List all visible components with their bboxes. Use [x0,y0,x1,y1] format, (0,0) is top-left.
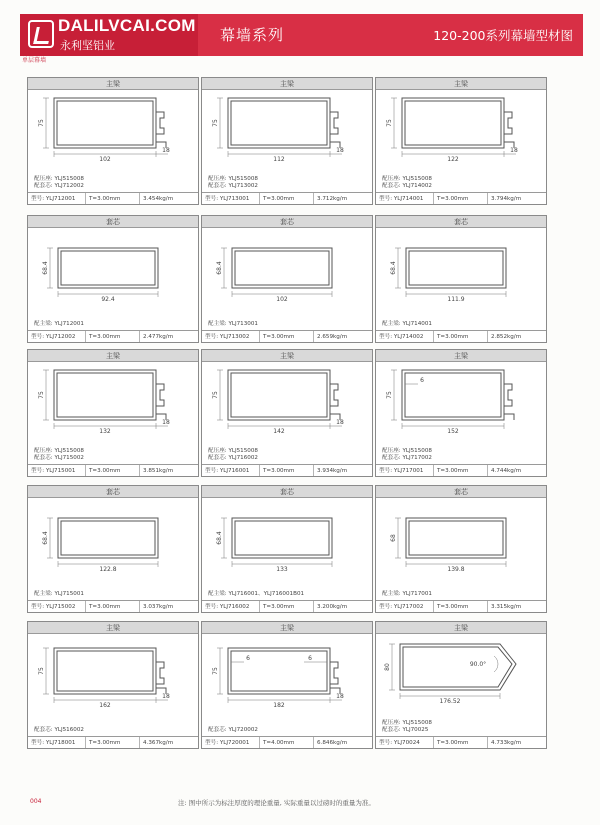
profile-inner [61,521,155,555]
unit-weight: 3.934kg/m [317,468,348,474]
fitting-notes [382,448,432,462]
profile-outline [58,518,158,558]
profile-drawing [376,90,548,170]
height-label: 68 [390,534,397,542]
profile-drawing [376,498,548,578]
height-label: 75 [386,119,393,127]
card-title: 套芯 [376,216,546,228]
wall-thickness: T=3.00mm [260,331,314,342]
fitting-note: 配压座: YLJ515008 [382,176,432,182]
profile-inner [405,101,501,145]
card-title: 主梁 [376,622,546,634]
brand-domain: DALILVCAI.COM [58,16,196,35]
wall-thickness: T=3.00mm [434,737,488,748]
wall-thickness: T=3.00mm [86,737,140,748]
card-title: 套芯 [28,486,198,498]
profile-drawing [28,362,200,442]
fitting-note: 配压座: YLJ515008 [382,720,432,726]
width-label: 102 [99,156,111,163]
card-title: 主梁 [202,350,372,362]
profile-outline [54,370,156,420]
unit-weight: 3.037kg/m [143,604,174,610]
spec-row [202,736,372,748]
card-title: 主梁 [202,622,372,634]
unit-weight: 4.367kg/m [143,740,174,746]
extension-label: 18 [336,419,344,426]
height-label: 75 [38,119,45,127]
profile-card [27,215,199,343]
profile-card [375,215,547,343]
profile-fin [330,112,338,134]
model-number: 型号: YLJ713002 [202,331,260,342]
card-title: 主梁 [376,78,546,90]
spec-row [376,330,546,342]
width-label: 102 [276,296,288,303]
profile-outline [406,248,506,288]
spec-row [202,192,372,204]
spec-row [28,464,198,476]
profile-outline [228,370,330,420]
profile-drawing [28,228,200,308]
fitting-notes [208,176,258,190]
card-title: 主梁 [376,350,546,362]
fitting-notes [34,448,84,462]
model-number: 型号: YLJ717001 [376,465,434,476]
fitting-note: 配套芯: YLJ716002 [208,455,258,461]
fitting-notes [34,727,84,734]
profile-card [375,77,547,205]
height-label: 75 [38,391,45,399]
profile-fin [156,384,164,406]
unit-weight: 3.315kg/m [491,604,522,610]
wall-thickness: T=3.00mm [86,601,140,612]
extension-label: 18 [336,147,344,154]
height-label: 68.4 [390,261,397,275]
profile-outline [54,648,156,694]
profile-card [27,349,199,477]
fitting-note: 配套芯: YLJ713002 [208,183,258,189]
profile-inner [61,251,155,285]
unit-weight: 3.200kg/m [317,604,348,610]
model-number: 型号: YLJ720001 [202,737,260,748]
width-label: 139.8 [447,566,465,573]
wall-thickness: T=3.00mm [434,331,488,342]
profile-inner [231,373,327,417]
fitting-notes [382,720,432,734]
profile-fin [330,662,338,684]
height-label: 68.4 [216,261,223,275]
width-label: 111.9 [447,296,465,303]
height-label: 75 [212,391,219,399]
fitting-notes [208,727,258,734]
profile-card [201,349,373,477]
weight-note: 注: 图中所示为标注厚度的理论重量, 实际重量以过磅时的重量为准。 [178,799,375,807]
height-label: 75 [38,667,45,675]
profile-drawing [202,228,374,308]
card-title: 套芯 [28,216,198,228]
width-label: 92.4 [101,296,115,303]
profile-drawing [202,90,374,170]
profile-drawing [376,228,548,308]
width-label: 122 [447,156,459,163]
extension-label: 18 [510,147,518,154]
profile-inner [235,251,329,285]
fitting-notes [208,448,258,462]
wall-thickness: T=3.00mm [86,465,140,476]
spec-row [202,464,372,476]
card-title: 主梁 [28,78,198,90]
unit-weight: 2.852kg/m [491,334,522,340]
spec-row [376,736,546,748]
profile-card [27,621,199,749]
width-label: 182 [273,702,285,709]
extension-label: 18 [162,147,170,154]
fitting-note: 配压座: YLJ515008 [34,448,84,454]
unit-weight: 3.454kg/m [143,196,174,202]
fitting-notes [382,176,432,190]
profile-outline [232,248,332,288]
height-label: 75 [386,391,393,399]
height-label: 75 [212,667,219,675]
model-number: 型号: YLJ715001 [28,465,86,476]
profile-outline [402,98,504,148]
profile-inner [235,521,329,555]
wall-thickness: T=3.00mm [434,465,488,476]
card-title: 套芯 [202,486,372,498]
spec-row [28,330,198,342]
fitting-note: 配压座: YLJ515008 [208,448,258,454]
height-label: 68.4 [42,261,49,275]
fitting-note: 配套芯: YLJ720002 [208,727,258,733]
profile-drawing [202,634,374,714]
profile-fin [504,384,512,406]
fitting-note: 配主梁: YLJ712001 [34,321,84,327]
profile-outline [228,648,330,694]
spec-row [376,600,546,612]
profile-inner [57,373,153,417]
card-title: 主梁 [28,622,198,634]
page-header [20,14,583,56]
wall-thickness: T=3.00mm [260,193,314,204]
unit-weight: 3.851kg/m [143,468,174,474]
fitting-notes [382,321,432,328]
wall-thickness: T=3.00mm [86,193,140,204]
width-label: 133 [276,566,288,573]
wall-thickness: T=4.00mm [260,737,314,748]
height-label: 68.4 [42,531,49,545]
fitting-note: 配主梁: YLJ715001 [34,591,84,597]
profile-drawing [28,634,200,714]
profile-inner [409,251,503,285]
extension-label: 18 [336,693,344,700]
profile-card [201,215,373,343]
profile-card [375,485,547,613]
profile-card [201,77,373,205]
model-number: 型号: YLJ717002 [376,601,434,612]
series-title: 幕墙系列 [220,26,285,44]
model-number: 型号: YLJ70024 [376,737,434,748]
unit-weight: 3.794kg/m [491,196,522,202]
extension-label: 18 [162,419,170,426]
profile-card [27,485,199,613]
fitting-notes [208,321,258,328]
width-label: 132 [99,428,111,435]
wall-dimension-label: 6 [246,655,250,662]
unit-weight: 4.744kg/m [491,468,522,474]
angle-label: 90.0° [469,661,487,668]
profile-outline [400,644,516,690]
profile-fin [330,384,338,406]
wall-thickness: T=3.00mm [434,193,488,204]
profile-inner [409,521,503,555]
spec-row [202,330,372,342]
profile-card [27,77,199,205]
header-subline: 单层幕墙 [22,57,47,64]
profile-card [375,621,547,749]
fitting-note: 配压座: YLJ515008 [208,176,258,182]
spec-row [202,600,372,612]
model-number: 型号: YLJ714002 [376,331,434,342]
profile-drawing [202,362,374,442]
card-title: 主梁 [28,350,198,362]
width-label: 176.52 [439,698,461,705]
model-number: 型号: YLJ714001 [376,193,434,204]
unit-weight: 6.846kg/m [317,740,348,746]
spec-row [376,192,546,204]
card-title: 套芯 [376,486,546,498]
fitting-note: 配套芯: YLJ714002 [382,183,432,189]
profile-card [201,485,373,613]
height-label: 68.4 [216,531,223,545]
profile-outline [228,98,330,148]
model-number: 型号: YLJ713001 [202,193,260,204]
profile-outline [402,370,504,420]
wall-thickness: T=3.00mm [260,465,314,476]
wall-thickness: T=3.00mm [434,601,488,612]
model-number: 型号: YLJ712001 [28,193,86,204]
spec-row [28,600,198,612]
fitting-note: 配主梁: YLJ717001 [382,591,432,597]
fitting-note: 配主梁: YLJ716001、YLJ716001B01 [208,591,305,597]
width-label: 152 [447,428,459,435]
width-label: 122.8 [99,566,117,573]
fitting-notes [382,591,432,598]
profile-drawing [376,634,548,714]
model-number: 型号: YLJ716002 [202,601,260,612]
spec-row [376,464,546,476]
fitting-note: 配压座: YLJ515008 [34,176,84,182]
profile-drawing [28,90,200,170]
profile-card [201,621,373,749]
profile-outline [232,518,332,558]
height-label: 80 [384,663,391,671]
wall-dimension-label: 6 [308,655,312,662]
model-number: 型号: YLJ716001 [202,465,260,476]
card-title: 主梁 [202,78,372,90]
profile-fin [504,112,512,134]
profile-fin [156,662,164,684]
unit-weight: 3.712kg/m [317,196,348,202]
width-label: 162 [99,702,111,709]
unit-weight: 2.477kg/m [143,334,174,340]
profile-outline [406,518,506,558]
height-label: 75 [212,119,219,127]
section-title: 120-200系列幕墙型材图 [433,28,573,43]
fitting-note: 配套芯: YLJ70025 [382,727,429,733]
unit-weight: 4.733kg/m [491,740,522,746]
model-number: 型号: YLJ712002 [28,331,86,342]
brand-block [20,14,198,56]
fitting-notes [34,176,84,190]
fitting-note: 配主梁: YLJ713001 [208,321,258,327]
profile-outline [58,248,158,288]
spec-row [28,192,198,204]
fitting-note: 配主梁: YLJ714001 [382,321,432,327]
card-title: 套芯 [202,216,372,228]
extension-label: 18 [162,693,170,700]
profile-fin [156,112,164,134]
angle-arc [494,656,498,672]
fitting-notes [34,591,84,598]
wall-thickness: T=3.00mm [260,601,314,612]
fitting-note: 配套芯: YLJ717002 [382,455,432,461]
fitting-note: 配套芯: YLJ715002 [34,455,84,461]
unit-weight: 2.659kg/m [317,334,348,340]
profile-drawing [28,498,200,578]
page-number: 004 [30,798,42,805]
fitting-note: 配套芯: YLJ516002 [34,727,84,733]
profile-drawing [202,498,374,578]
model-number: 型号: YLJ715002 [28,601,86,612]
profile-inner [57,651,153,691]
wall-dimension-label: 6 [420,377,424,384]
fitting-note: 配压座: YLJ515008 [382,448,432,454]
profile-inner [231,101,327,145]
spec-row [28,736,198,748]
profile-card [375,349,547,477]
profile-inner [57,101,153,145]
wall-thickness: T=3.00mm [86,331,140,342]
brand-logo-icon [28,20,54,48]
model-number: 型号: YLJ718001 [28,737,86,748]
profile-inner [403,647,512,687]
fitting-notes [208,591,304,598]
brand-name: 永利坚铝业 [60,39,115,52]
profile-flange [504,414,514,420]
fitting-notes [34,321,84,328]
width-label: 112 [273,156,285,163]
width-label: 142 [273,428,285,435]
fitting-note: 配套芯: YLJ712002 [34,183,84,189]
profile-drawing [376,362,548,442]
profile-outline [54,98,156,148]
